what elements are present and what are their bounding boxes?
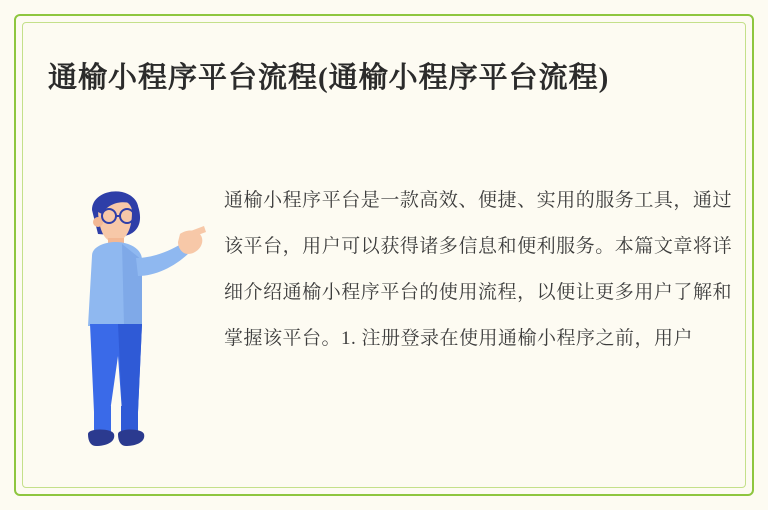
- article-body: 通榆小程序平台是一款高效、便捷、实用的服务工具，通过该平台，用户可以获得诸多信息和便利服务。本篇文章将详细介绍通榆小程序平台的使用流程，以便让更多用户了解和掌握该平台。1. 注册登录在使用通榆小程序之前，用户: [224, 190, 732, 349]
- page-title: 通榆小程序平台流程(通榆小程序平台流程): [48, 62, 610, 94]
- person-pointing-illustration: [62, 176, 212, 466]
